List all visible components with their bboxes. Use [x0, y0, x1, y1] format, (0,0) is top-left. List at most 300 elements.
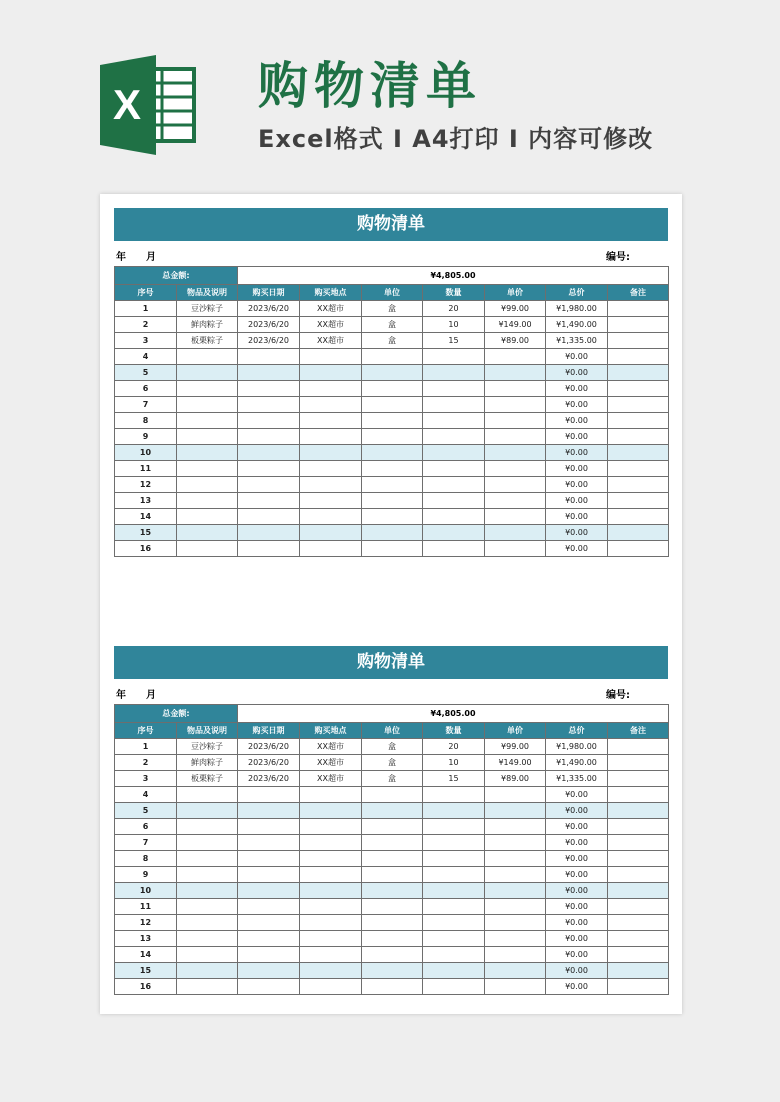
table-cell[interactable]: [608, 493, 669, 509]
table-cell[interactable]: [177, 883, 238, 899]
table-row: [115, 931, 669, 947]
table-cell[interactable]: ¥0.00: [546, 787, 608, 803]
table-cell[interactable]: [608, 963, 669, 979]
table-cell[interactable]: [423, 461, 485, 477]
table-cell[interactable]: [485, 787, 546, 803]
table-cell[interactable]: [300, 947, 362, 963]
table-cell[interactable]: [608, 317, 669, 333]
table-cell[interactable]: [423, 915, 485, 931]
table-cell[interactable]: ¥99.00: [485, 739, 546, 755]
table-cell[interactable]: [177, 429, 238, 445]
table-cell[interactable]: [177, 381, 238, 397]
table-cell[interactable]: [177, 963, 238, 979]
table-cell[interactable]: [362, 429, 423, 445]
table-cell[interactable]: [362, 445, 423, 461]
table-cell[interactable]: ¥149.00: [485, 755, 546, 771]
table-cell[interactable]: [423, 819, 485, 835]
table-cell[interactable]: [608, 301, 669, 317]
table-cell[interactable]: ¥89.00: [485, 333, 546, 349]
table-cell[interactable]: XX超市: [300, 755, 362, 771]
table-cell[interactable]: 5: [115, 803, 177, 819]
table-cell[interactable]: 15: [115, 963, 177, 979]
table-cell[interactable]: [238, 349, 300, 365]
table-cell[interactable]: [485, 931, 546, 947]
table-cell[interactable]: [608, 739, 669, 755]
table-cell[interactable]: [608, 835, 669, 851]
table-cell[interactable]: 16: [115, 541, 177, 557]
table-cell[interactable]: [177, 867, 238, 883]
table-cell[interactable]: [300, 803, 362, 819]
table-cell[interactable]: [608, 477, 669, 493]
table-cell[interactable]: 3: [115, 333, 177, 349]
table-cell[interactable]: [423, 899, 485, 915]
table-cell[interactable]: ¥1,335.00: [546, 771, 608, 787]
table-cell[interactable]: [177, 525, 238, 541]
table-cell[interactable]: 2023/6/20: [238, 317, 300, 333]
total-value[interactable]: ¥4,805.00: [238, 267, 669, 285]
table-cell[interactable]: [608, 819, 669, 835]
table-cell[interactable]: 9: [115, 867, 177, 883]
table-cell[interactable]: 5: [115, 365, 177, 381]
table-cell[interactable]: [177, 835, 238, 851]
table-cell[interactable]: 11: [115, 899, 177, 915]
table-cell[interactable]: ¥0.00: [546, 477, 608, 493]
table-cell[interactable]: 豆沙粽子: [177, 301, 238, 317]
table-cell[interactable]: ¥0.00: [546, 803, 608, 819]
table-cell[interactable]: 11: [115, 461, 177, 477]
table-cell[interactable]: [485, 397, 546, 413]
table-cell[interactable]: [177, 477, 238, 493]
table-cell[interactable]: [238, 867, 300, 883]
table-cell[interactable]: [362, 787, 423, 803]
shopping-table: [114, 266, 669, 557]
table-cell[interactable]: 板栗粽子: [177, 771, 238, 787]
table-cell[interactable]: 盒: [362, 317, 423, 333]
table-cell[interactable]: [362, 349, 423, 365]
table-cell[interactable]: ¥0.00: [546, 835, 608, 851]
table-cell[interactable]: ¥1,490.00: [546, 317, 608, 333]
table-cell[interactable]: [485, 349, 546, 365]
table-cell[interactable]: 3: [115, 771, 177, 787]
table-cell[interactable]: 13: [115, 493, 177, 509]
table-cell[interactable]: [300, 445, 362, 461]
table-cell[interactable]: [362, 819, 423, 835]
table-cell[interactable]: XX超市: [300, 301, 362, 317]
table-cell[interactable]: [300, 851, 362, 867]
table-row: [115, 771, 669, 787]
table-cell[interactable]: ¥0.00: [546, 349, 608, 365]
table-cell[interactable]: 2023/6/20: [238, 301, 300, 317]
table-cell[interactable]: ¥1,980.00: [546, 301, 608, 317]
table-row: [115, 899, 669, 915]
table-cell[interactable]: [423, 867, 485, 883]
table-cell[interactable]: [608, 947, 669, 963]
table-cell[interactable]: [300, 541, 362, 557]
table-cell[interactable]: [300, 819, 362, 835]
table-cell[interactable]: [238, 947, 300, 963]
table-cell[interactable]: [362, 947, 423, 963]
table-cell[interactable]: [238, 787, 300, 803]
table-cell[interactable]: [423, 931, 485, 947]
table-cell[interactable]: 2023/6/20: [238, 739, 300, 755]
table-cell[interactable]: ¥0.00: [546, 445, 608, 461]
table-cell[interactable]: [238, 541, 300, 557]
table-cell[interactable]: [485, 365, 546, 381]
table-cell[interactable]: [485, 947, 546, 963]
table-cell[interactable]: 14: [115, 947, 177, 963]
table-cell[interactable]: 10: [423, 755, 485, 771]
table-cell[interactable]: [485, 509, 546, 525]
table-cell[interactable]: 2023/6/20: [238, 771, 300, 787]
table-cell[interactable]: [177, 787, 238, 803]
table-cell[interactable]: [423, 397, 485, 413]
table-cell[interactable]: [485, 963, 546, 979]
table-cell[interactable]: [608, 771, 669, 787]
table-cell[interactable]: [177, 899, 238, 915]
table-cell[interactable]: [423, 365, 485, 381]
table-cell[interactable]: [300, 525, 362, 541]
table-cell[interactable]: ¥0.00: [546, 851, 608, 867]
table-cell[interactable]: XX超市: [300, 317, 362, 333]
table-row: [115, 477, 669, 493]
page-header: [0, 0, 780, 180]
table-cell[interactable]: 20: [423, 739, 485, 755]
table-cell[interactable]: [608, 445, 669, 461]
table-cell[interactable]: [177, 349, 238, 365]
table-cell[interactable]: [485, 883, 546, 899]
table-cell[interactable]: [423, 413, 485, 429]
table-cell[interactable]: XX超市: [300, 771, 362, 787]
table-cell[interactable]: [177, 413, 238, 429]
table-cell[interactable]: [608, 803, 669, 819]
table-cell[interactable]: [238, 365, 300, 381]
table-cell[interactable]: [238, 819, 300, 835]
table-cell[interactable]: 豆沙粽子: [177, 739, 238, 755]
table-cell[interactable]: ¥0.00: [546, 365, 608, 381]
table-cell[interactable]: [238, 493, 300, 509]
table-cell[interactable]: [177, 979, 238, 995]
table-cell[interactable]: [485, 461, 546, 477]
table-cell[interactable]: ¥0.00: [546, 883, 608, 899]
table-cell[interactable]: [300, 883, 362, 899]
table-cell[interactable]: [362, 365, 423, 381]
table-cell[interactable]: [485, 979, 546, 995]
table-cell[interactable]: XX超市: [300, 739, 362, 755]
table-cell[interactable]: 10: [423, 317, 485, 333]
table-cell[interactable]: [300, 835, 362, 851]
table-cell[interactable]: [177, 461, 238, 477]
table-cell[interactable]: [300, 429, 362, 445]
table-cell[interactable]: [238, 429, 300, 445]
table-cell[interactable]: [608, 461, 669, 477]
table-cell[interactable]: [608, 413, 669, 429]
table-cell[interactable]: ¥0.00: [546, 413, 608, 429]
table-cell[interactable]: [238, 851, 300, 867]
table-cell[interactable]: 13: [115, 931, 177, 947]
table-cell[interactable]: ¥0.00: [546, 525, 608, 541]
table-cell[interactable]: 2023/6/20: [238, 755, 300, 771]
table-cell[interactable]: 8: [115, 851, 177, 867]
table-cell[interactable]: [177, 819, 238, 835]
table-cell[interactable]: [177, 493, 238, 509]
table-cell[interactable]: 2023/6/20: [238, 333, 300, 349]
table-cell[interactable]: ¥1,980.00: [546, 739, 608, 755]
table-cell[interactable]: [423, 381, 485, 397]
table-cell[interactable]: 10: [115, 883, 177, 899]
table-cell[interactable]: [485, 493, 546, 509]
table-cell[interactable]: [300, 867, 362, 883]
table-cell[interactable]: 7: [115, 835, 177, 851]
table-cell[interactable]: 16: [115, 979, 177, 995]
table-cell[interactable]: [423, 883, 485, 899]
table-cell[interactable]: 9: [115, 429, 177, 445]
table-cell[interactable]: [362, 979, 423, 995]
table-cell[interactable]: 12: [115, 915, 177, 931]
table-cell[interactable]: 7: [115, 397, 177, 413]
table-cell[interactable]: [608, 509, 669, 525]
table-cell[interactable]: [238, 835, 300, 851]
table-cell[interactable]: [238, 803, 300, 819]
table-cell[interactable]: ¥0.00: [546, 429, 608, 445]
table-cell[interactable]: [423, 541, 485, 557]
table-cell[interactable]: [608, 979, 669, 995]
table-cell[interactable]: [300, 787, 362, 803]
table-cell[interactable]: [362, 525, 423, 541]
table-cell[interactable]: [300, 413, 362, 429]
table-cell[interactable]: 15: [423, 333, 485, 349]
table-cell[interactable]: [423, 477, 485, 493]
table-cell[interactable]: [608, 867, 669, 883]
table-cell[interactable]: 1: [115, 301, 177, 317]
table-cell[interactable]: 板栗粽子: [177, 333, 238, 349]
table-cell[interactable]: [362, 931, 423, 947]
table-cell[interactable]: [238, 445, 300, 461]
table-cell[interactable]: [238, 931, 300, 947]
table-cell[interactable]: [177, 851, 238, 867]
table-cell[interactable]: [362, 963, 423, 979]
table-cell[interactable]: 6: [115, 819, 177, 835]
table-cell[interactable]: 12: [115, 477, 177, 493]
table-cell[interactable]: [362, 851, 423, 867]
table-cell[interactable]: [177, 915, 238, 931]
table-cell[interactable]: 4: [115, 787, 177, 803]
table-cell[interactable]: 8: [115, 413, 177, 429]
table-cell[interactable]: 鲜肉粽子: [177, 317, 238, 333]
table-cell[interactable]: [177, 397, 238, 413]
table-cell[interactable]: [485, 413, 546, 429]
table-cell[interactable]: ¥89.00: [485, 771, 546, 787]
table-cell[interactable]: ¥0.00: [546, 509, 608, 525]
table-cell[interactable]: [423, 963, 485, 979]
table-cell[interactable]: ¥0.00: [546, 493, 608, 509]
table-cell[interactable]: [608, 381, 669, 397]
table-cell[interactable]: ¥0.00: [546, 381, 608, 397]
table-cell[interactable]: 10: [115, 445, 177, 461]
table-cell[interactable]: ¥0.00: [546, 461, 608, 477]
table-cell[interactable]: [608, 755, 669, 771]
table-cell[interactable]: [362, 883, 423, 899]
table-cell[interactable]: [423, 493, 485, 509]
table-cell[interactable]: 6: [115, 381, 177, 397]
table-cell[interactable]: [608, 333, 669, 349]
table-cell[interactable]: ¥0.00: [546, 931, 608, 947]
table-cell[interactable]: 2: [115, 317, 177, 333]
table-cell[interactable]: [362, 461, 423, 477]
table-cell[interactable]: [238, 915, 300, 931]
table-cell[interactable]: ¥0.00: [546, 819, 608, 835]
table-cell[interactable]: [423, 835, 485, 851]
table-cell[interactable]: [608, 787, 669, 803]
table-cell[interactable]: [300, 931, 362, 947]
table-cell[interactable]: ¥1,335.00: [546, 333, 608, 349]
table-cell[interactable]: [423, 525, 485, 541]
table-cell[interactable]: [238, 979, 300, 995]
table-cell[interactable]: 14: [115, 509, 177, 525]
table-cell[interactable]: ¥0.00: [546, 541, 608, 557]
table-cell[interactable]: [177, 947, 238, 963]
table-cell[interactable]: [238, 899, 300, 915]
table-cell[interactable]: XX超市: [300, 333, 362, 349]
table-cell[interactable]: [300, 915, 362, 931]
table-cell[interactable]: [238, 381, 300, 397]
table-cell[interactable]: 盒: [362, 333, 423, 349]
table-cell[interactable]: [485, 525, 546, 541]
total-label: 总金额:: [115, 705, 238, 723]
table-cell[interactable]: [238, 413, 300, 429]
table-cell[interactable]: [608, 397, 669, 413]
table-cell[interactable]: [485, 445, 546, 461]
table-cell[interactable]: [362, 899, 423, 915]
table-cell[interactable]: 4: [115, 349, 177, 365]
table-cell[interactable]: [608, 851, 669, 867]
table-cell[interactable]: ¥0.00: [546, 947, 608, 963]
table-cell[interactable]: [300, 979, 362, 995]
table-cell[interactable]: [238, 525, 300, 541]
table-cell[interactable]: [300, 461, 362, 477]
table-cell[interactable]: [423, 445, 485, 461]
table-cell[interactable]: ¥0.00: [546, 963, 608, 979]
table-cell[interactable]: [608, 883, 669, 899]
table-cell[interactable]: [608, 899, 669, 915]
table-row: [115, 349, 669, 365]
table-cell[interactable]: [608, 429, 669, 445]
table-cell[interactable]: [608, 365, 669, 381]
table-cell[interactable]: [300, 365, 362, 381]
table-cell[interactable]: [485, 851, 546, 867]
table-cell[interactable]: [608, 931, 669, 947]
table-cell[interactable]: [485, 899, 546, 915]
table-cell[interactable]: ¥0.00: [546, 915, 608, 931]
table-cell[interactable]: [300, 381, 362, 397]
table-cell[interactable]: [485, 867, 546, 883]
table-cell[interactable]: [362, 509, 423, 525]
table-cell[interactable]: [300, 477, 362, 493]
table-cell[interactable]: 鲜肉粽子: [177, 755, 238, 771]
table-cell[interactable]: [238, 509, 300, 525]
table-cell[interactable]: [362, 477, 423, 493]
table-cell[interactable]: [300, 899, 362, 915]
table-cell[interactable]: [485, 819, 546, 835]
table-cell[interactable]: [362, 413, 423, 429]
table-cell[interactable]: [238, 477, 300, 493]
table-cell[interactable]: [300, 349, 362, 365]
table-cell[interactable]: ¥0.00: [546, 899, 608, 915]
table-cell[interactable]: [362, 493, 423, 509]
table-cell[interactable]: 20: [423, 301, 485, 317]
table-cell[interactable]: [177, 541, 238, 557]
table-cell[interactable]: [423, 947, 485, 963]
table-cell[interactable]: [423, 787, 485, 803]
table-cell[interactable]: 盒: [362, 301, 423, 317]
table-cell[interactable]: [423, 429, 485, 445]
column-header: 购买日期: [238, 723, 300, 739]
table-cell[interactable]: [423, 803, 485, 819]
table-cell[interactable]: [608, 349, 669, 365]
table-cell[interactable]: [485, 477, 546, 493]
table-cell[interactable]: [238, 883, 300, 899]
table-cell[interactable]: [238, 963, 300, 979]
table-cell[interactable]: [362, 381, 423, 397]
table-cell[interactable]: ¥1,490.00: [546, 755, 608, 771]
table-cell[interactable]: [177, 365, 238, 381]
table-cell[interactable]: [177, 803, 238, 819]
table-cell[interactable]: [423, 851, 485, 867]
table-cell[interactable]: ¥0.00: [546, 867, 608, 883]
table-cell[interactable]: [485, 429, 546, 445]
table-cell[interactable]: [362, 397, 423, 413]
table-cell[interactable]: [177, 931, 238, 947]
table-cell[interactable]: [362, 915, 423, 931]
table-cell[interactable]: ¥0.00: [546, 979, 608, 995]
table-cell[interactable]: ¥99.00: [485, 301, 546, 317]
table-cell[interactable]: [485, 541, 546, 557]
table-cell[interactable]: [485, 803, 546, 819]
table-cell[interactable]: [362, 867, 423, 883]
total-value[interactable]: ¥4,805.00: [238, 705, 669, 723]
table-cell[interactable]: [238, 461, 300, 477]
table-cell[interactable]: [608, 541, 669, 557]
shopping-list-sheet: [114, 646, 668, 995]
table-cell[interactable]: 2: [115, 755, 177, 771]
table-cell[interactable]: [300, 397, 362, 413]
table-cell[interactable]: [485, 915, 546, 931]
table-cell[interactable]: [300, 493, 362, 509]
table-cell[interactable]: 盒: [362, 771, 423, 787]
table-cell[interactable]: ¥149.00: [485, 317, 546, 333]
table-cell[interactable]: [300, 509, 362, 525]
table-cell[interactable]: 盒: [362, 755, 423, 771]
table-cell[interactable]: [485, 835, 546, 851]
table-cell[interactable]: 15: [115, 525, 177, 541]
table-cell[interactable]: 1: [115, 739, 177, 755]
table-cell[interactable]: [300, 963, 362, 979]
table-cell[interactable]: [362, 541, 423, 557]
table-cell[interactable]: [423, 349, 485, 365]
table-cell[interactable]: [362, 803, 423, 819]
table-cell[interactable]: 15: [423, 771, 485, 787]
table-cell[interactable]: 盒: [362, 739, 423, 755]
table-cell[interactable]: [177, 445, 238, 461]
table-cell[interactable]: [238, 397, 300, 413]
table-cell[interactable]: [608, 915, 669, 931]
table-cell[interactable]: [362, 835, 423, 851]
table-cell[interactable]: [423, 509, 485, 525]
table-cell[interactable]: [177, 509, 238, 525]
table-cell[interactable]: [608, 525, 669, 541]
table-cell[interactable]: [423, 979, 485, 995]
table-cell[interactable]: ¥0.00: [546, 397, 608, 413]
table-cell[interactable]: [485, 381, 546, 397]
